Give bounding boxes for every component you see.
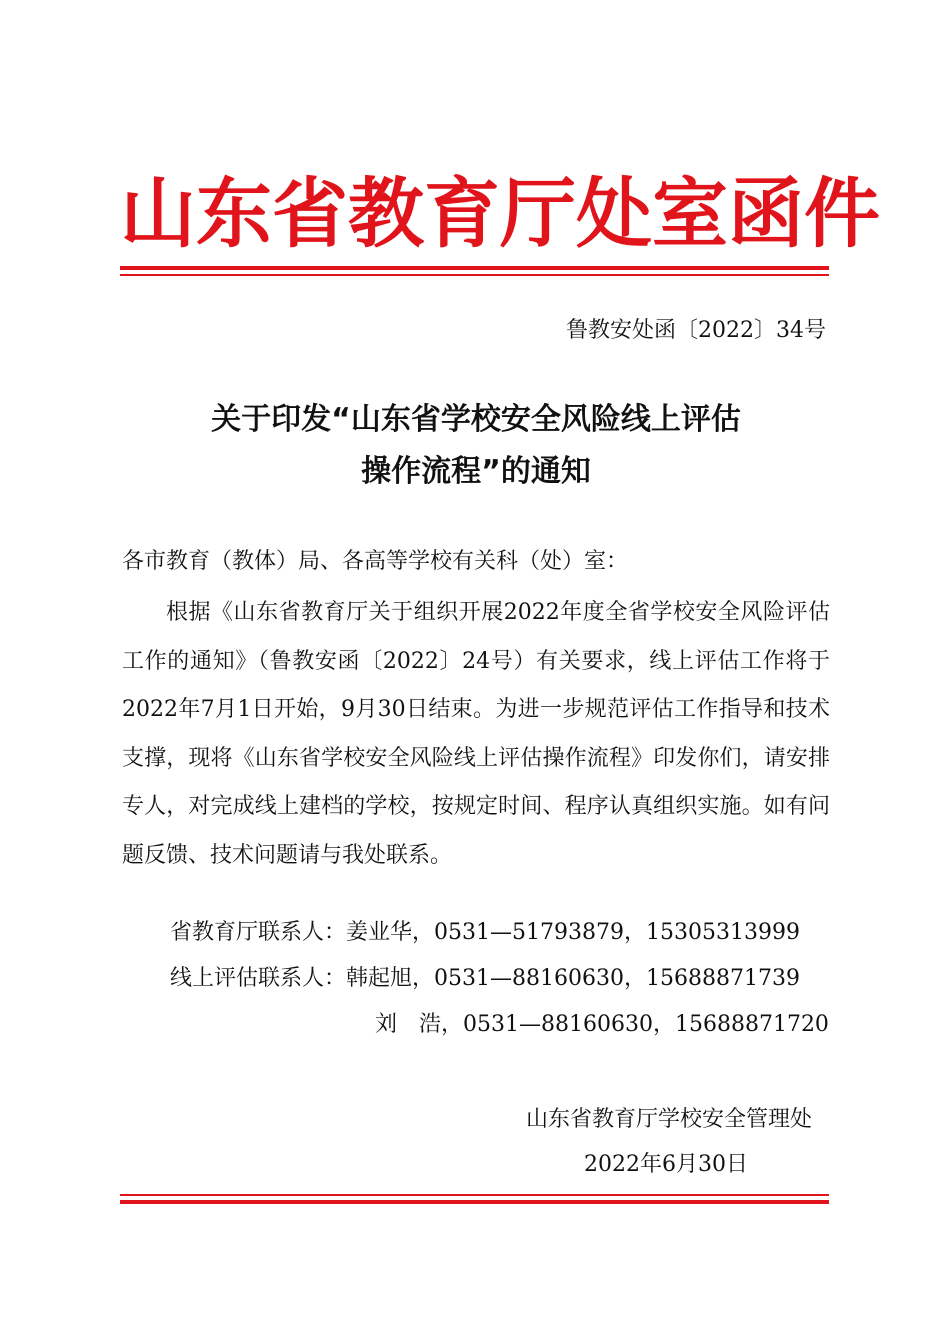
contact-value: 刘 浩，0531—88160630，15688871720 xyxy=(375,1012,829,1037)
contact-label: 省教育厅联系人： xyxy=(170,920,347,945)
document-title-line2: 操作流程”的通知 xyxy=(361,454,591,489)
issue-date: 2022年6月30日 xyxy=(584,1152,748,1177)
signature: 山东省教育厅学校安全管理处 xyxy=(525,1107,812,1132)
contact-row xyxy=(170,916,800,950)
contact-row xyxy=(375,1008,829,1042)
header-rule-thin xyxy=(120,274,829,276)
addressee: 各市教育（教体）局、各高等学校有关科（处）室： xyxy=(122,549,629,574)
contact-label: 线上评估联系人： xyxy=(170,966,347,991)
document-number: 鲁教安处函〔2022〕34号 xyxy=(566,318,826,343)
contact-value: 韩起旭，0531—88160630，15688871739 xyxy=(346,966,800,991)
document-title xyxy=(120,394,832,498)
contact-value: 姜业华，0531—51793879，15305313999 xyxy=(346,920,800,945)
footer-rule-thick xyxy=(120,1200,829,1204)
header-rule-thick xyxy=(120,266,829,270)
contact-row xyxy=(170,962,800,996)
masthead-title: 山东省教育厅处室函件 xyxy=(120,169,880,258)
footer-rule-thin xyxy=(120,1194,829,1196)
body-paragraph: 根据《山东省教育厅关于组织开展2022年度全省学校安全风险评估工作的通知》（鲁教安函〔2022〕24号）有关要求，线上评估工作将于2022年7月1日开始，9月30日结束。为进一步规范评估工作指导和技术支撑，现将《山东省学校安全风险线上评估操作流程》印发你们，请安排专人，对完成线上建档的学校，按规定时间、程序认真组织实施。如有问题反馈、技术问题请与我处联系。 xyxy=(122,600,830,868)
document-title-line1: 关于印发“山东省学校安全风险线上评估 xyxy=(211,402,741,437)
